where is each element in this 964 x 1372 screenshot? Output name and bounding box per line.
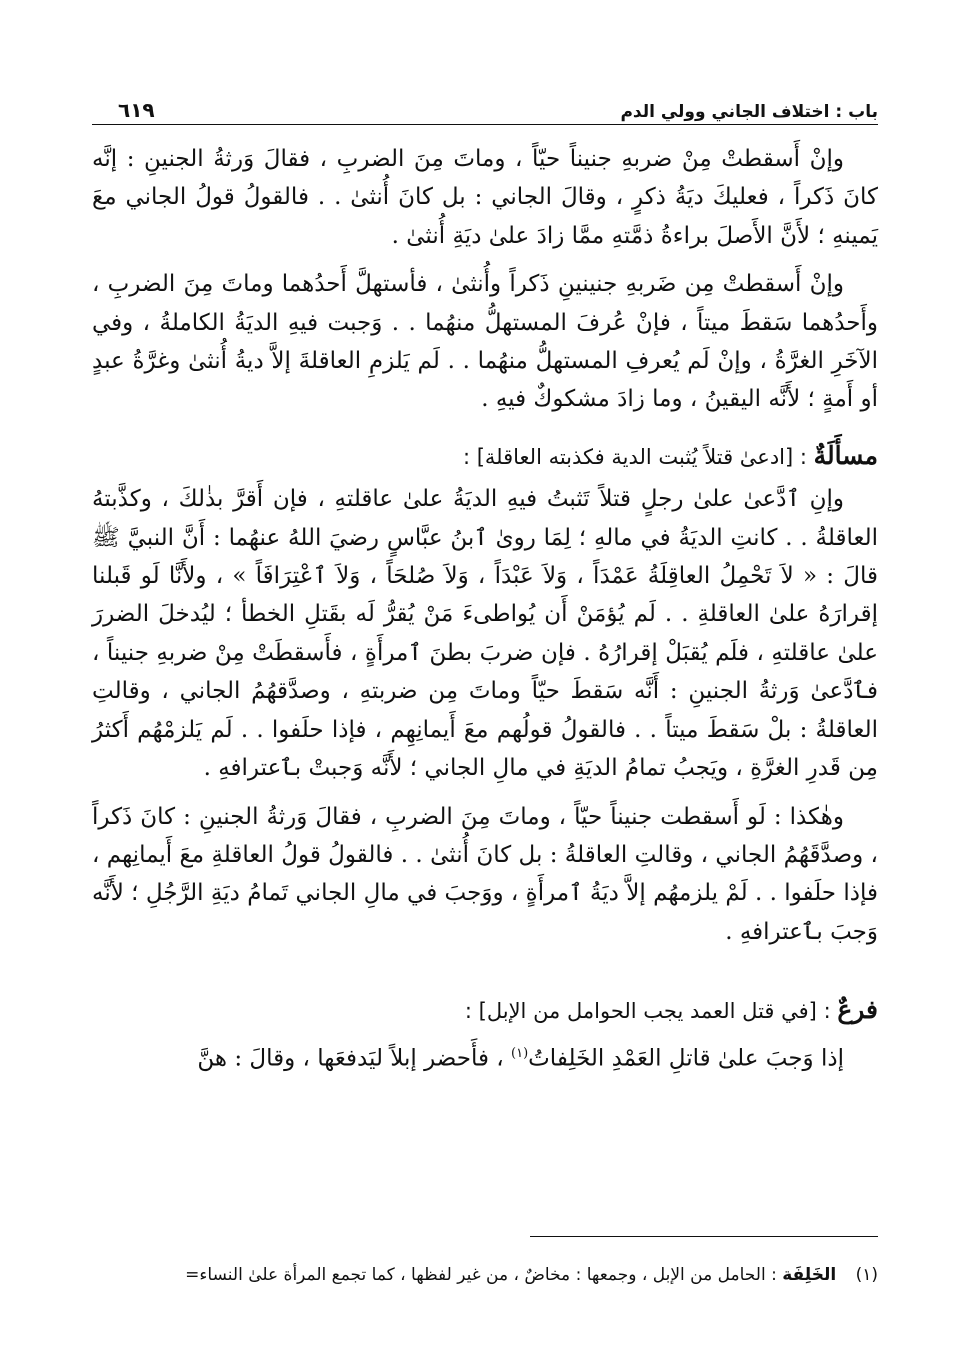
- far-label: فرعٌ: [837, 995, 878, 1025]
- footnote-ref: (١): [511, 1045, 529, 1061]
- paragraph-3: وإنِ ٱدَّعىٰ علىٰ رجلٍ قتلاً تَثبتُ فيهِ الديَةُ علىٰ عاقلتهِ ، فإن أَقرَّ بذٰلكَ ، وكذَّبتهُ العاقلةُ . . كانتِ الديَةُ في مالهِ ؛ لِمَا روىٰ ٱبنُ عبَّاسٍ رضيَ اللهُ عنهُما : أَنَّ النبيَّ ﷺ قالَ : « لاَ تَحْمِلُ العاقِلَةُ عَمْدَاً ، وَلاَ عَبْدَاً ، وَلاَ صُلحَاً ، وَلاَ ٱعْتِرَافَاً » ، ولأَنَّا لَو قَبلنا إقرارَهُ علىٰ العاقلةِ . . لَم يُؤمَنْ أَن يُواطىءَ مَنْ يُقرُّ لَه بقَتلِ الخطأ ؛ ليُدخلَ الضررَ علىٰ عاقلتهِ ، فلَم يُقبَلْ إقرارُهُ . فإن ضربَ بطنَ ٱمرأَةٍ ، فأَسقطَتْ مِنْ ضربهِ جنيناً ، فٱدَّعىٰ وَرثةُ الجنينِ : أَنَّه سَقطَ حيّاً وماتَ مِن ضربتهِ ، وصدَّقهُمُ الجاني ، وقالتِ العاقلةُ : بلْ سَقطَ ميتاً . . فالقولُ قولُهم معَ أَيمانِهِم ، فإذا حلَفوا . . لَم يَلزمْهُم أَكثرُ مِن قَدرِ الغرَّةِ ، ويَجبُ تمامُ الديَةِ في مالِ الجاني ؛ لأَنَّه وَجبتْ بٱعترافهِ .: [92, 486, 878, 782]
- masala-label: مسأَلَةٌ: [813, 440, 878, 470]
- footnote-text: : الحامل من الإبل ، وجمعها : مخاضٌ ، من غير لفظها ، كما تجمع المرأة علىٰ النساء=: [185, 1265, 777, 1285]
- far-colon: :: [823, 999, 831, 1024]
- footnote: [92, 1262, 878, 1288]
- footnote-term: الخَلِفَة: [782, 1265, 837, 1285]
- far-title: [في قتل العمد يجب الحوامل من الإبل] :: [464, 999, 817, 1024]
- footnote-rule: [530, 1236, 878, 1237]
- footnote-number: (١): [855, 1265, 878, 1285]
- page-number: ٦١٩: [118, 98, 155, 122]
- masala-title: [ادعىٰ قتلاً يُثبت الدية فكذبته العاقلة] :: [462, 444, 794, 469]
- masala-heading: [92, 437, 878, 476]
- paragraph-5: [92, 1035, 878, 1078]
- far-heading: [92, 991, 878, 1030]
- running-title: باب : اختلاف الجاني وولي الدم: [620, 102, 878, 122]
- main-text: [92, 140, 878, 1078]
- paragraph-5-text: إذا وَجبَ علىٰ قاتلِ العَمْدِ الخَلِفاتُ: [528, 1045, 844, 1072]
- paragraph-2: وإنْ أَسقطتْ مِن ضَربهِ جنينينِ ذَكراً وأُنثىٰ ، فأستهلَّ أَحدُهما وماتَ مِنَ الضربِ ، وأَحدُهما سَقطَ ميتاً ، فإنْ عُرفَ المستهلُّ منهُما . . وَجبت فيهِ الديَةُ الكاملةُ ، وفي الآخَرِ الغرَّةُ ، وإنْ لَم يُعرفِ المستهلُّ منهُما . . لَم يَلزمِ العاقلةَ إلاَّ ديةُ أُنثىٰ وغرَّةُ عبدٍ أو أَمةٍ ؛ لأَنَّه اليقينُ ، وما زادَ مشكوكٌ فيهِ .: [92, 271, 878, 413]
- masala-colon: :: [799, 444, 807, 469]
- paragraph-5-rest: ، فأَحضر إبلاً ليَدفعَها ، وقالَ : هنَّ: [197, 1045, 504, 1072]
- running-head: [118, 88, 878, 122]
- header-rule: [92, 124, 878, 125]
- paragraph-4: وهٰكذا : لَو أَسقطت جنيناً حيّاً ، وماتَ مِنَ الضربِ ، فقالَ وَرثةُ الجنينِ : كانَ ذَكراً ، وصدَّقَهُمُ الجاني ، وقالتِ العاقلةُ : بل كانَ أُنثىٰ . . فالقولُ قولُ العاقلةِ معَ أَيمانِهم ، فإذا حلَفوا . . لَمْ يلزمهُم إلاَّ ديَةُ ٱمرأَةٍ ، ووَجبَ في مالِ الجاني تَمامُ ديَةِ الرَّجُلِ ؛ لأَنَّه وَجبَ بٱعترافهِ .: [92, 803, 878, 945]
- paragraph-1: وإنْ أَسقطتْ مِنْ ضربهِ جنيناً حيّاً ، وماتَ مِنَ الضربِ ، فقالَ وَرثةُ الجنينِ : إنَّه كانَ ذَكراً ، فعليكَ ديَةُ ذكرٍ ، وقالَ الجاني : بل كانَ أُنثىٰ . . فالقولُ قولُ الجاني معَ يَمينهِ ؛ لأَنَّ الأَصلَ براءةُ ذمَّتهِ ممَّا زادَ علىٰ ديَةِ أُنثىٰ .: [92, 146, 878, 249]
